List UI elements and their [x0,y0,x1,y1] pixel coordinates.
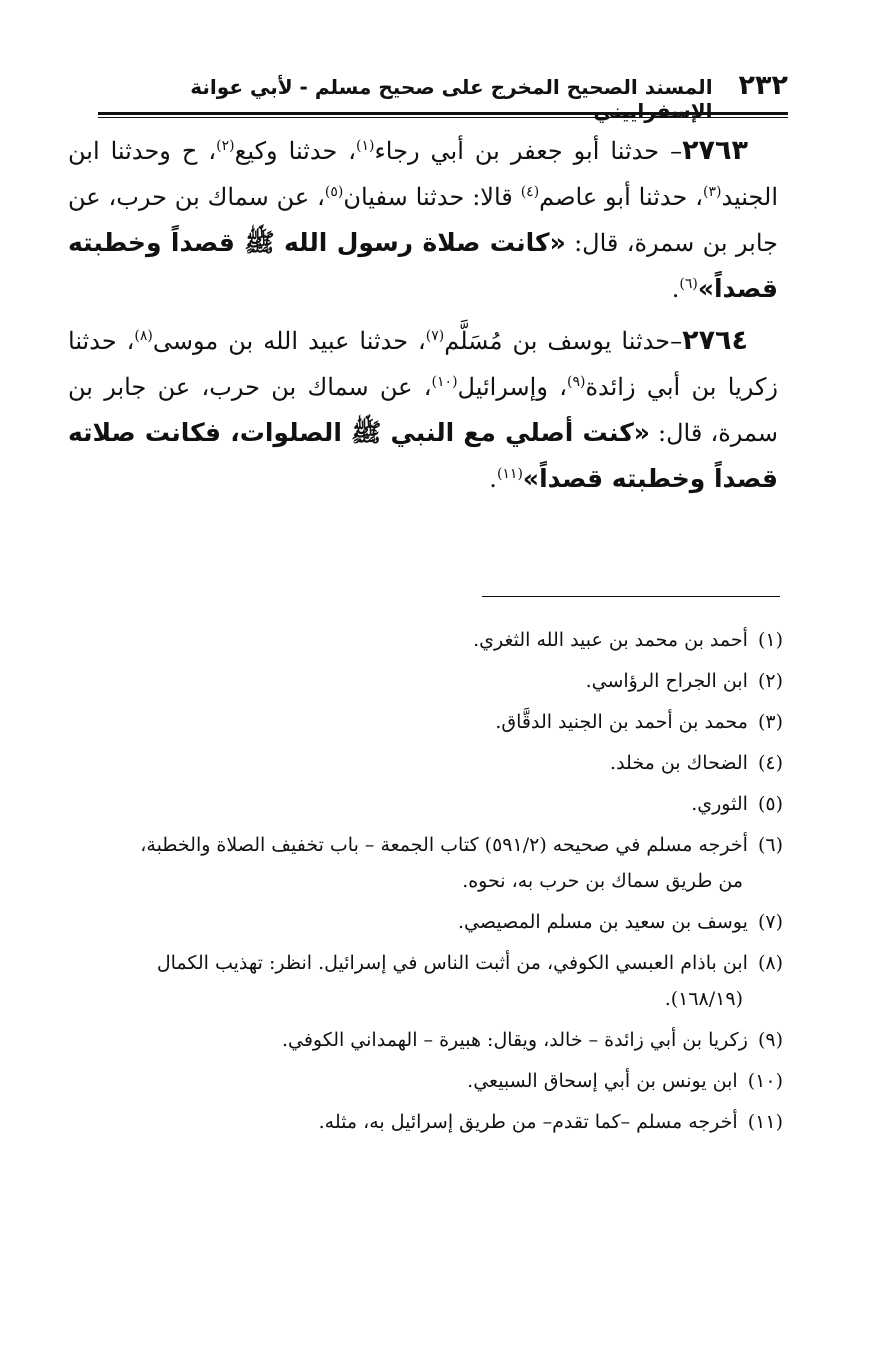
footnote-marker: (٦) [679,276,698,292]
isnad-text: ، حدثنا زكريا بن أبي زائدة [68,327,779,401]
hadith-number: ٢٧٦٣ [682,135,748,166]
footnote-number: (١٠) [747,1070,783,1092]
footnote-item [68,1022,783,1058]
isnad-text: ، حدثنا عبيد الله بن موسى [152,327,426,355]
isnad-text: ، حدثنا وكيع [234,137,357,165]
main-text [68,128,778,508]
footnote-number: (٤) [757,752,783,774]
footnote-text: أحمد بن محمد بن عبيد الله الثغري. [473,629,748,651]
footnotes-list [68,622,783,1145]
isnad-text: قالا: حدثنا سفيان [343,183,521,211]
footnote-text: ابن باذام العبسي الكوفي، من أثبت الناس في إسرائيل. انظر: تهذيب الكمال [156,952,748,974]
footnote-item [68,1104,783,1140]
isnad-text: ، وإسرائيل [457,373,567,401]
footnote-marker: (١) [356,138,375,154]
footnote-text: محمد بن أحمد بن الجنيد الدقَّاق. [495,711,748,733]
footnote-item [68,622,783,658]
isnad-text: ، حدثنا أبو عاصم [539,183,703,211]
footnote-text: الضحاك بن مخلد. [610,752,748,774]
page-header [98,70,788,123]
footnote-text: أخرجه مسلم –كما تقدم– من طريق إسرائيل به، مثله. [318,1111,738,1133]
footnote-marker: (٧) [425,328,445,344]
footnote-item [68,904,783,940]
footnote-text: ابن الجراح الرؤاسي. [585,670,748,692]
footnote-number: (٢) [757,670,783,692]
sentence-end: . [671,275,680,303]
page-number: ٢٣٢ [738,70,788,101]
isnad-text: ، عن سماك بن حرب، عن جابر بن سمرة، قال: [68,373,778,447]
footnote-marker: (٥) [324,184,344,200]
footnote-number: (١) [757,629,783,651]
isnad-text: –حدثنا يوسف بن مُسَلَّم [444,327,683,355]
footnote-number: (٧) [757,911,783,933]
footnote-number: (٦) [757,834,783,856]
footnote-number: (٣) [757,711,783,733]
footnote-item [68,745,783,781]
footnote-text: يوسف بن سعيد بن مسلم المصيصي. [458,911,748,933]
footnote-number: (٨) [757,952,783,974]
footnote-text: زكريا بن أبي زائدة – خالد، ويقال: هبيرة – الهمداني الكوفي. [281,1029,748,1051]
footnote-item [68,704,783,740]
footnote-marker: (٩) [566,374,586,390]
footnote-marker: (٤) [520,184,540,200]
sentence-end: . [489,465,497,493]
matn-text: «كانت صلاة رسول الله ﷺ قصداً وخطبته قصداً» [68,228,778,303]
footnote-number: (٥) [757,793,783,815]
header-rule-thick [98,112,788,115]
footnote-item [68,663,783,699]
hadith-2764 [68,318,778,502]
footnote-continuation: من طريق سماك بن حرب به، نحوه. [462,870,743,892]
isnad-text: ، عن سماك بن حرب، عن جابر بن سمرة، قال: [68,183,778,257]
footnote-number: (٩) [757,1029,783,1051]
footnote-marker: (٢) [216,138,235,154]
running-title: المسند الصحيح المخرج على صحيح مسلم - لأبي عوانة الإسفراييني [190,75,713,123]
footnote-number: (١١) [747,1111,783,1133]
footnote-marker: (٨) [134,328,153,344]
isnad-text: ، ح وحدثنا ابن الجنيد [68,137,779,211]
footnote-continuation: (١٦٨/١٩). [664,988,743,1010]
footnote-text: الثوري. [691,793,748,815]
footnote-marker: (١٠) [431,374,458,390]
footnote-marker: (٣) [703,184,722,200]
footnote-item [68,786,783,822]
footnote-item [68,1063,783,1099]
footnote-text: ابن يونس بن أبي إسحاق السبيعي. [467,1070,738,1092]
header-rule-thin [98,117,788,118]
footnote-item [68,827,783,899]
matn-text: «كنت أصلي مع النبي ﷺ الصلوات، فكانت صلاته قصداً وخطبته قصداً» [68,418,778,493]
footnote-item [68,945,783,1017]
footnote-text: أخرجه مسلم في صحيحه (٥٩١/٢) كتاب الجمعة – باب تخفيف الصلاة والخطبة، [140,834,748,856]
footnote-separator [482,596,780,597]
hadith-2763 [68,128,778,312]
isnad-text: – حدثنا أبو جعفر بن أبي رجاء [374,137,683,165]
hadith-number: ٢٧٦٤ [682,325,749,356]
footnote-marker: (١١) [496,466,523,482]
